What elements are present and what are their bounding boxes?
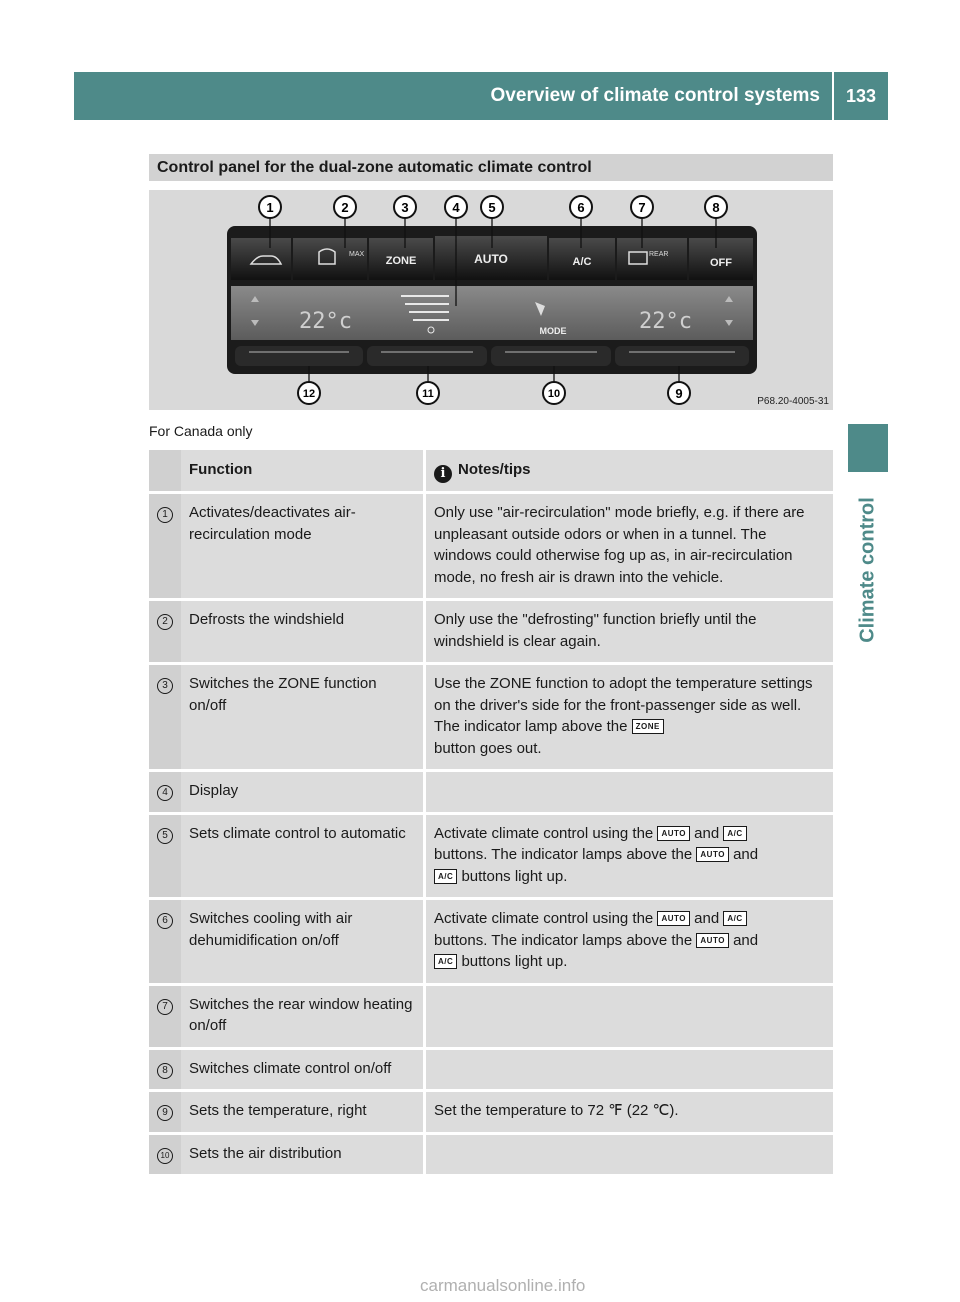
function-cell: Switches climate control on/off <box>181 1050 426 1090</box>
table-row <box>149 772 833 812</box>
row-number: 8 <box>157 1063 173 1079</box>
table-row <box>149 986 833 1047</box>
btn-label-max: MAX <box>349 251 365 258</box>
row-number: 3 <box>157 678 173 694</box>
section-heading <box>149 154 833 181</box>
notes-cell: Set the temperature to 72 ℉ (22 ℃). <box>426 1092 833 1132</box>
control-panel-figure <box>149 190 833 410</box>
btn-label-off: OFF <box>710 257 732 269</box>
callout-11: 11 <box>422 388 434 400</box>
header-function <box>181 450 426 491</box>
section-title: Control panel for the dual-zone automatic climate control <box>157 158 592 176</box>
thumbwheel-row <box>235 346 749 366</box>
side-tab-label: Climate control <box>856 497 879 643</box>
auto-button-symbol: AUTO <box>657 826 690 841</box>
callout-4: 4 <box>452 200 460 215</box>
function-cell: Sets the temperature, right <box>181 1092 426 1132</box>
callout-10: 10 <box>547 388 561 400</box>
page-header <box>74 72 888 120</box>
rear-defrost-button <box>617 238 687 280</box>
ac-button-symbol: A/C <box>723 911 746 926</box>
table-row <box>149 1092 833 1132</box>
zone-button-symbol: ZONE <box>632 719 664 734</box>
info-icon: i <box>434 465 452 483</box>
table-row <box>149 665 833 769</box>
callouts-top <box>259 196 727 218</box>
callout-7: 7 <box>638 200 646 215</box>
control-panel-illustration <box>149 190 833 410</box>
btn-label-zone: ZONE <box>385 255 417 267</box>
notes-cell: Activate climate control using the AUTO and A/C buttons. The indicator lamps above the AUTO and A/C buttons light up. <box>426 815 833 898</box>
callouts-bottom <box>298 382 690 404</box>
notes-cell <box>426 1050 833 1090</box>
defrost-max-button <box>293 238 367 280</box>
header-num-cell <box>149 450 181 491</box>
notes-cell <box>426 772 833 812</box>
row-number: 10 <box>157 1148 173 1164</box>
notes-cell: Activate climate control using the AUTO and A/C buttons. The indicator lamps above the AUTO and A/C buttons light up. <box>426 900 833 983</box>
btn-label-rear: REAR <box>649 251 669 258</box>
table-row <box>149 1135 833 1175</box>
function-cell: Defrosts the windshield <box>181 601 426 662</box>
auto-button-symbol: AUTO <box>696 847 729 862</box>
function-cell: Sets the air distribution <box>181 1135 426 1175</box>
watermark: carmanualsonline.info <box>420 1276 586 1295</box>
btn-label-ac: A/C <box>572 256 592 268</box>
callout-1: 1 <box>266 200 274 215</box>
temp-left: 22°c <box>299 309 352 334</box>
recirculation-button <box>231 238 291 280</box>
side-tab-marker <box>848 424 888 472</box>
row-number: 5 <box>157 828 173 844</box>
table-header-row <box>149 450 833 491</box>
callout-9: 9 <box>675 386 683 401</box>
notes-cell <box>426 1135 833 1175</box>
function-cell: Activates/deactivates air-recirculation mode <box>181 494 426 598</box>
figure-ref-code: P68.20-4005-31 <box>757 396 829 407</box>
table-row <box>149 494 833 598</box>
btn-label-auto: AUTO <box>474 252 508 266</box>
table-row <box>149 815 833 898</box>
auto-button-symbol: AUTO <box>657 911 690 926</box>
header-notes <box>426 450 833 491</box>
notes-cell: Only use "air-recirculation" mode briefly, e.g. if there are unpleasant outside odors or when in a tunnel. The windows could otherwise fog up as, in air-recirculation mode, no fresh air is drawn into the vehicle. <box>426 494 833 598</box>
callout-5: 5 <box>488 200 496 215</box>
row-number: 9 <box>157 1105 173 1121</box>
function-cell: Sets climate control to automatic <box>181 815 426 898</box>
ac-button-symbol: A/C <box>434 954 457 969</box>
figure-caption: For Canada only <box>149 423 253 439</box>
notes-cell: Only use the "defrosting" function briefly until the windshield is clear again. <box>426 601 833 662</box>
header-title: Overview of climate control systems <box>490 85 820 106</box>
row-number: 2 <box>157 614 173 630</box>
callout-2: 2 <box>341 200 349 215</box>
row-number: 4 <box>157 785 173 801</box>
row-number: 1 <box>157 507 173 523</box>
function-cell: Display <box>181 772 426 812</box>
function-cell: Switches the rear window heating on/off <box>181 986 426 1047</box>
row-number: 7 <box>157 999 173 1015</box>
callout-6: 6 <box>577 200 585 215</box>
function-table <box>149 447 833 1177</box>
function-cell: Switches the ZONE function on/off <box>181 665 426 769</box>
mode-label: MODE <box>539 326 567 336</box>
callout-3: 3 <box>401 200 409 215</box>
table-row <box>149 900 833 983</box>
ac-button-symbol: A/C <box>723 826 746 841</box>
page-number: 133 <box>845 85 877 106</box>
function-cell: Switches cooling with air dehumidification on/off <box>181 900 426 983</box>
auto-button-symbol: AUTO <box>696 933 729 948</box>
ac-button-symbol: A/C <box>434 869 457 884</box>
header-notes-label: Notes/tips <box>458 461 531 478</box>
header-function-label: Function <box>189 461 253 478</box>
temp-right: 22°c <box>639 309 692 334</box>
table-row <box>149 601 833 662</box>
callout-8: 8 <box>712 200 720 215</box>
row-number: 6 <box>157 913 173 929</box>
notes-cell <box>426 986 833 1047</box>
table-row <box>149 1050 833 1090</box>
notes-cell: Use the ZONE function to adopt the temperature settings on the driver's side for the front-passenger side as well. The indicator lamp above the ZONE button goes out. <box>426 665 833 769</box>
side-tab <box>848 480 888 660</box>
callout-12: 12 <box>302 388 316 400</box>
